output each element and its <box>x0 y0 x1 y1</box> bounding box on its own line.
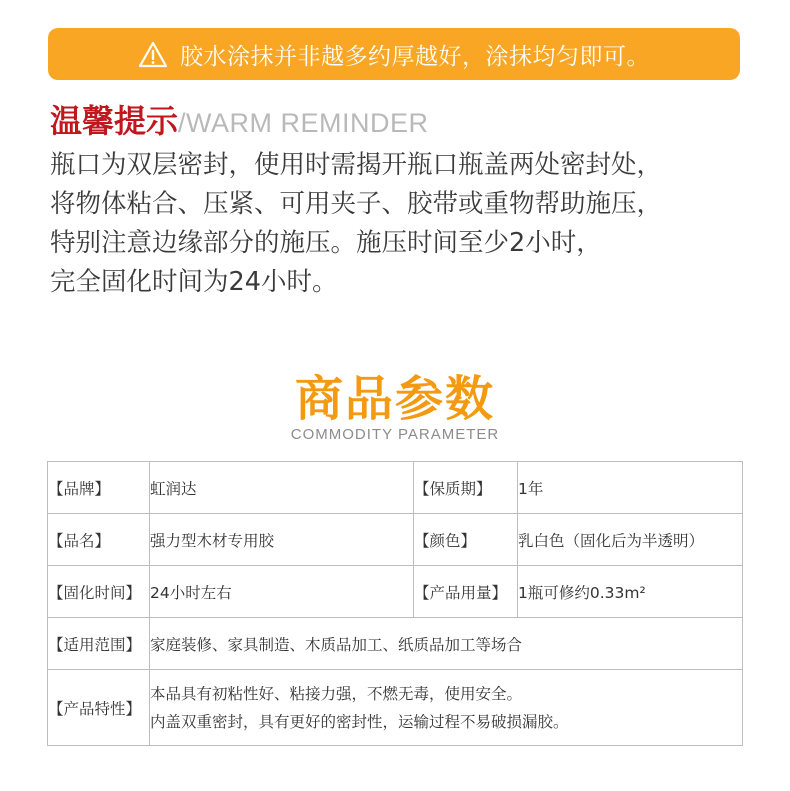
usage-label: 【产品用量】 <box>414 566 518 618</box>
table-row <box>48 462 743 514</box>
cure-time-label: 【固化时间】 <box>48 566 150 618</box>
reminder-heading <box>50 96 429 140</box>
reminder-title-cn: 温馨提示 <box>50 102 179 140</box>
table-row <box>48 566 743 618</box>
params-table <box>47 461 743 746</box>
reminder-line: 完全固化时间为24小时。 <box>50 267 338 297</box>
cure-time-value: 24小时左右 <box>150 566 414 618</box>
scope-value: 家庭装修、家具制造、木质品加工、纸质品加工等场合 <box>150 618 743 670</box>
brand-value: 虹润达 <box>150 462 414 514</box>
reminder-line: 瓶口为双层密封，使用时需揭开瓶口瓶盖两处密封处， <box>50 150 663 180</box>
reminder-body <box>50 146 770 302</box>
params-subtitle: COMMODITY PARAMETER <box>290 426 500 443</box>
features-label: 【产品特性】 <box>48 670 150 746</box>
features-value <box>150 670 743 746</box>
table-row <box>48 514 743 566</box>
product-name-label: 【品名】 <box>48 514 150 566</box>
warning-text: 胶水涂抹并非越多约厚越好，涂抹均匀即可。 <box>180 43 650 70</box>
warning-triangle-icon <box>138 40 168 68</box>
features-line: 本品具有初粘性好、粘接力强，不燃无毒，使用安全。 <box>150 684 523 703</box>
shelf-life-label: 【保质期】 <box>414 462 518 514</box>
table-row <box>48 618 743 670</box>
usage-value: 1瓶可修约0.33m² <box>518 566 743 618</box>
brand-label: 【品牌】 <box>48 462 150 514</box>
warning-banner <box>48 28 740 80</box>
product-name-value: 强力型木材专用胶 <box>150 514 414 566</box>
color-label: 【颜色】 <box>414 514 518 566</box>
color-value: 乳白色（固化后为半透明） <box>518 514 743 566</box>
params-title: 商品参数 <box>294 371 495 427</box>
shelf-life-value: 1年 <box>518 462 743 514</box>
reminder-title-en: /WARM REMINDER <box>178 108 429 138</box>
features-line: 内盖双重密封，具有更好的密封性，运输过程不易破损漏胶。 <box>150 712 569 731</box>
reminder-line: 将物体粘合、压紧、可用夹子、胶带或重物帮助施压， <box>50 189 663 219</box>
reminder-line: 特别注意边缘部分的施压。施压时间至少2小时， <box>50 228 602 258</box>
table-row <box>48 670 743 746</box>
scope-label: 【适用范围】 <box>48 618 150 670</box>
